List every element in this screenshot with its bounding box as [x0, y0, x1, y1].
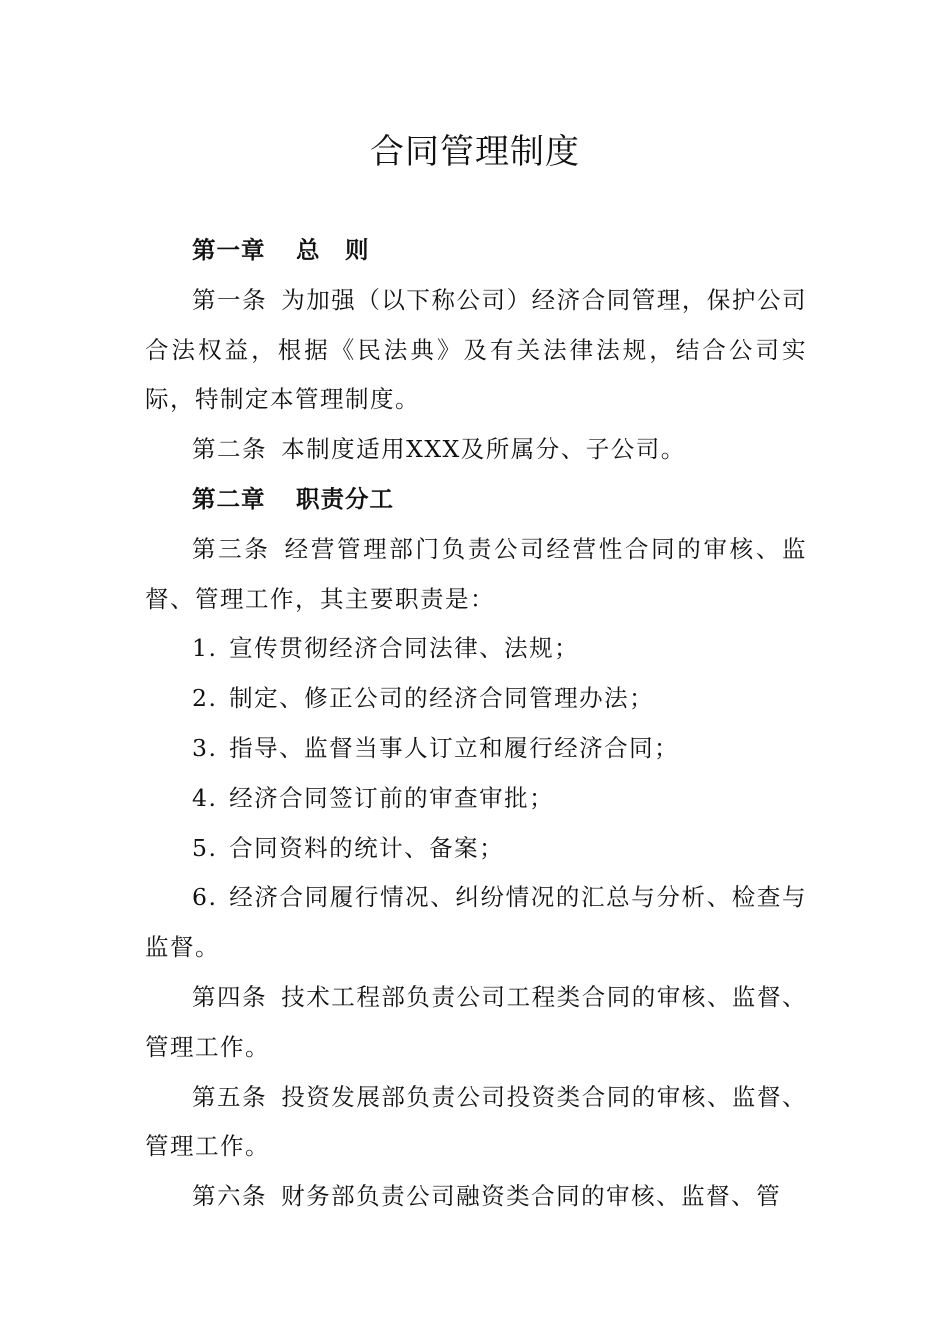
article-text: 为加强（以下称公司）经济合同管理，保护公司合法权益，根据《民法典》及有关法律法规，结合公司实际，特制定本管理制度。 [145, 285, 808, 414]
article-text: 财务部负责公司融资类合同的审核、监督、管 [281, 1182, 782, 1211]
list-text: 宣传贯彻经济合同法律、法规； [229, 634, 580, 663]
article-3 [145, 525, 807, 625]
article-label: 第四条 [192, 982, 268, 1011]
article-text: 经营管理部门负责公司经营性合同的审核、监督、管理工作，其主要职责是： [145, 534, 808, 613]
article-text: 本制度适用XXX及所属分、子公司。 [281, 435, 686, 464]
list-text: 合同资料的统计、备案； [229, 833, 505, 862]
list-item [145, 873, 807, 973]
chapter-title: 总 则 [296, 236, 370, 264]
list-text: 经济合同履行情况、纠纷情况的汇总与分析、检查与监督。 [145, 883, 807, 962]
list-number: 2. [192, 684, 218, 713]
list-text: 制定、修正公司的经济合同管理办法； [229, 684, 655, 713]
list-item [145, 624, 807, 674]
article-4 [145, 973, 807, 1073]
chapter-label: 第一章 [192, 236, 266, 264]
article-label: 第三条 [192, 534, 271, 563]
list-number: 3. [192, 733, 218, 762]
list-item [145, 774, 807, 824]
article-1 [145, 276, 807, 425]
article-label: 第五条 [192, 1082, 268, 1111]
list-text: 指导、监督当事人订立和履行经济合同； [229, 733, 680, 762]
article-text: 技术工程部负责公司工程类合同的审核、监督、管理工作。 [145, 982, 808, 1061]
chapter-title: 职责分工 [296, 484, 395, 513]
article-6 [145, 1172, 807, 1222]
list-number: 6. [192, 883, 218, 912]
chapter-label: 第二章 [192, 484, 266, 513]
article-label: 第二条 [192, 435, 267, 464]
list-item [145, 674, 807, 724]
list-number: 4. [192, 783, 218, 812]
article-label: 第六条 [192, 1182, 267, 1211]
article-label: 第一条 [192, 285, 268, 314]
list-item [145, 824, 807, 874]
list-number: 1. [192, 634, 218, 663]
article-5 [145, 1073, 807, 1173]
chapter-heading-1 [145, 226, 807, 276]
list-text: 经济合同签订前的审查审批； [229, 783, 555, 812]
list-number: 5. [192, 833, 218, 862]
page-title: 合同管理制度 [370, 132, 580, 172]
list-item [145, 724, 807, 774]
chapter-heading-2 [145, 475, 807, 525]
article-text: 投资发展部负责公司投资类合同的审核、监督、管理工作。 [145, 1082, 808, 1161]
document-body [145, 226, 807, 1222]
article-2 [145, 425, 807, 475]
